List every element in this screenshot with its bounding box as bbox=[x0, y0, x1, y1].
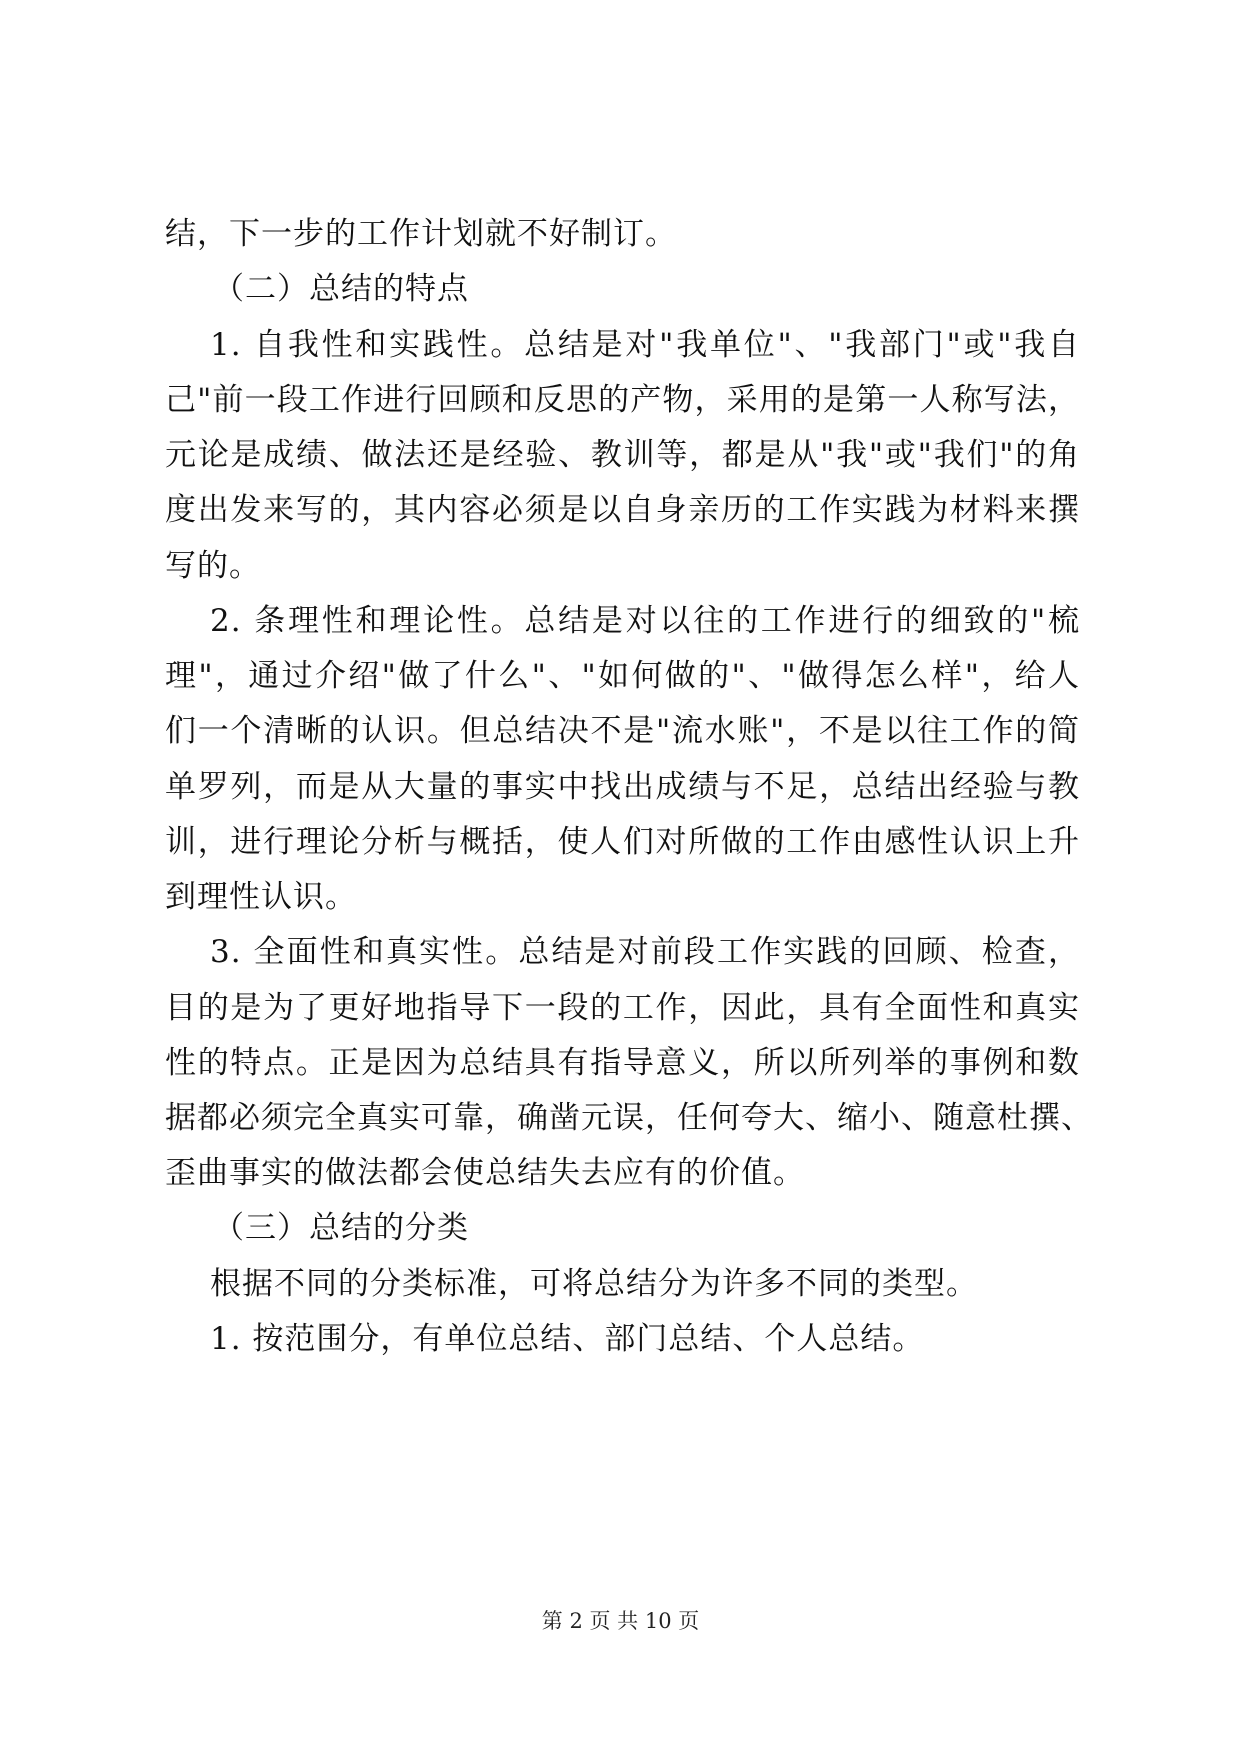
text-line-20: 根据不同的分类标准，可将总结分为许多不同的类型。 bbox=[210, 1266, 978, 1302]
text-line-21: 1. 按范围分，有单位总结、部门总结、个人总结。 bbox=[210, 1321, 925, 1357]
text-line-7: 写的。 bbox=[165, 548, 261, 584]
text-line-3: 1. 自我性和实践性。总结是对"我单位"、"我部门"或"我自 bbox=[210, 327, 1080, 363]
text-line-8: 2. 条理性和理论性。总结是对以往的工作进行的细致的"梳 bbox=[210, 603, 1080, 639]
section-heading-features: （二）总结的特点 bbox=[213, 271, 469, 307]
text-line-1: 结，下一步的工作计划就不好制订。 bbox=[165, 216, 677, 252]
text-line-10: 们一个清晰的认识。但总结决不是"流水账"，不是以往工作的简 bbox=[165, 713, 1080, 749]
text-line-16: 性的特点。正是因为总结具有指导意义，所以所列举的事例和数 bbox=[165, 1045, 1080, 1081]
text-line-11: 单罗列，而是从大量的事实中找出成绩与不足，总结出经验与教 bbox=[165, 769, 1080, 805]
text-line-12: 训，进行理论分析与概括，使人们对所做的工作由感性认识上升 bbox=[165, 824, 1080, 860]
text-line-15: 目的是为了更好地指导下一段的工作，因此，具有全面性和真实 bbox=[165, 990, 1080, 1026]
text-line-9: 理"，通过介绍"做了什么"、"如何做的"、"做得怎么样"，给人 bbox=[165, 658, 1080, 694]
text-line-17: 据都必须完全真实可靠，确凿元误，任何夸大、缩小、随意杜撰、 bbox=[165, 1100, 1093, 1136]
text-line-4: 己"前一段工作进行回顾和反思的产物，采用的是第一人称写法， bbox=[165, 382, 1080, 418]
section-heading-categories: （三）总结的分类 bbox=[213, 1210, 469, 1246]
text-line-13: 到理性认识。 bbox=[165, 879, 357, 915]
text-line-6: 度出发来写的，其内容必须是以自身亲历的工作实践为材料来撰 bbox=[165, 492, 1080, 528]
page-number-footer: 第 2 页 共 10 页 bbox=[541, 1609, 700, 1633]
text-line-5: 元论是成绩、做法还是经验、教训等，都是从"我"或"我们"的角 bbox=[165, 437, 1080, 473]
text-line-18: 歪曲事实的做法都会使总结失去应有的价值。 bbox=[165, 1155, 805, 1191]
text-line-14: 3. 全面性和真实性。总结是对前段工作实践的回顾、检查， bbox=[210, 934, 1080, 970]
